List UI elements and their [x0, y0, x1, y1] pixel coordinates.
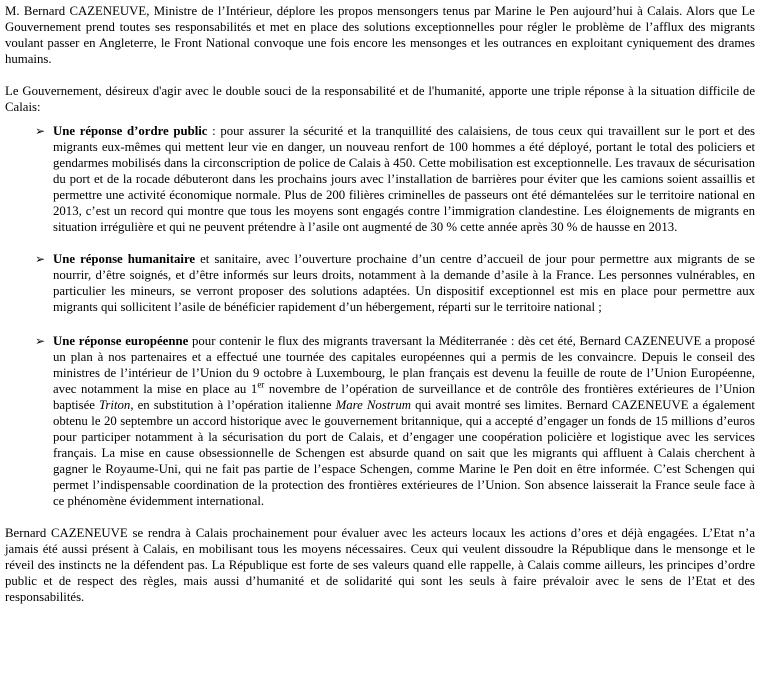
government-response-paragraph: Le Gouvernement, désireux d'agir avec le double souci de la responsabilité et de l'humanité, apporte une triple réponse à la situation difficile de Calais:: [5, 84, 755, 114]
spacer: [5, 67, 755, 83]
arrow-bullet-icon: ➢: [35, 334, 46, 348]
bullet-humanitarian-title: Une réponse humanitaire: [53, 252, 196, 266]
bullet-humanitarian-body: [53, 251, 755, 315]
bullet-european-text-c: , en substitution à l’opération italienne: [130, 398, 336, 412]
operation-mare-nostrum: Mare Nostrum: [335, 398, 411, 412]
bullet-european-text-d: qui avait montré ses limites. Bernard CAZENEUVE a également obtenu le 20 septembre un accord historique avec le gouvernement britannique, qui a accepté d’engager un fonds de 15 millions d’euros pour participer notamment à la sécurisation du port de Calais, et d’engager une coopération policière et logistique avec les services français. La mise en cause obsessionnelle de Schengen est absurde quand on sait que les migrants qui affluent à Calais cherchent à gagner le Royaume-Uni, qui ne fait pas partie de l’espace Schengen, comme Marine le Pen doit en être informée. C’est Schengen qui permet l’indispensable coordination de la protection des frontières extérieures de l’Union. Son absence laisserait la France seule face à ce phénomène évidemment international.: [53, 398, 755, 508]
spacer: [5, 509, 755, 525]
bullet-european-body: [53, 333, 755, 509]
bullet-humanitarian: [35, 251, 755, 315]
bullet-public-order: [35, 123, 755, 235]
bullet-european: [35, 333, 755, 509]
ordinal-suffix: er: [257, 379, 265, 390]
operation-triton: Triton: [99, 398, 131, 412]
spacer: [5, 315, 755, 333]
bullet-european-title: Une réponse européenne: [53, 334, 189, 348]
spacer: [5, 235, 755, 251]
closing-paragraph: Bernard CAZENEUVE se rendra à Calais prochainement pour évaluer avec les acteurs locaux les actions d’ores et déjà engagées. L’Etat n’a jamais été aussi présent à Calais, en mobilisant tous les moyens nécessaires. Ceux qui veulent dissoudre la République dans le mensonge et le réveil des instincts ne la défendent pas. La République est forte de ses valeurs quand elle rappelle, à Calais comme ailleurs, les principes d’ordre public et de respect des règles, mais aussi d’humanité et de solidarité qui sont les seuls à faire prévaloir avec le sens de l’Etat et des responsabilités.: [5, 526, 755, 604]
arrow-bullet-icon: ➢: [35, 252, 46, 266]
bullet-european-text-b: novembre de l’opération de surveillance et de contrôle des frontières extérieures de l’Union baptisée: [53, 382, 756, 412]
bullet-humanitarian-text: et sanitaire, avec l’ouverture prochaine d’un centre d’accueil de jour pour permettre aux migrants de se nourrir, d’être soignés, et d’être informés sur leurs droits, notamment à la demande d’asile à la France. Les personnes vulnérables, en particulier les mineurs, se verront proposer des solutions adaptées. Un dispositif exceptionnel est mis en place pour permettre aux migrants qui sollicitent l’asile de bénéficier rapidement d’un hébergement, réparti sur le territoire national ;: [53, 252, 755, 314]
arrow-bullet-icon: ➢: [35, 124, 46, 138]
bullet-public-order-body: [53, 123, 755, 235]
bullet-public-order-text: : pour assurer la sécurité et la tranquillité des calaisiens, de tous ceux qui travaillent sur le port et des migrants eux-mêmes qui mettent leur vie en danger, un nouveau renfort de 100 hommes a été déployé, portant le total des policiers et gendarmes mobilisés dans la circonscription de police de Calais à 450. Cette mobilisation est exceptionnelle. Les travaux de sécurisation du port et de la rocade débuteront dans les prochains jours avec l’installation de barrières pour éviter que les camions soient assaillis et permettre une activité économique normale. Plus de 200 filières criminelles de passeurs ont été démantelées sur le territoire national en 2013, c’est un record qui montre que tous les moyens sont engagés contre l’immigration clandestine. Les éloignements de migrants en situation irrégulière et qui ne peuvent prétendre à l’asile ont augmenté de 30 % cette année après 30 % de hausse en 2013.: [53, 124, 755, 234]
spacer: [5, 115, 755, 123]
bullet-public-order-title: Une réponse d’ordre public: [53, 124, 208, 138]
intro-paragraph: M. Bernard CAZENEUVE, Ministre de l’Intérieur, déplore les propos mensongers tenus par Marine le Pen aujourd’hui à Calais. Alors que Le Gouvernement prend toutes ses responsabilités et met en place des solutions exceptionnelles pour régler le problème de l’afflux des migrants voulant passer en Angleterre, le Front National convoque une fois encore les mensonges et les outrances en exploitant cyniquement des drames humains.: [5, 4, 755, 66]
bullet-european-text-a: pour contenir le flux des migrants traversant la Méditerranée : dès cet été, Bernard CAZENEUVE a proposé un plan à nos partenaires et a effectué une tournée des capitales européennes qui a permis de les convaincre. Depuis le conseil des ministres de l’intérieur de l’Union du 9 octobre à Luxembourg, le plan français est devenu la feuille de route de l’Union Européenne, avec notamment la mise en place au 1: [53, 334, 755, 396]
